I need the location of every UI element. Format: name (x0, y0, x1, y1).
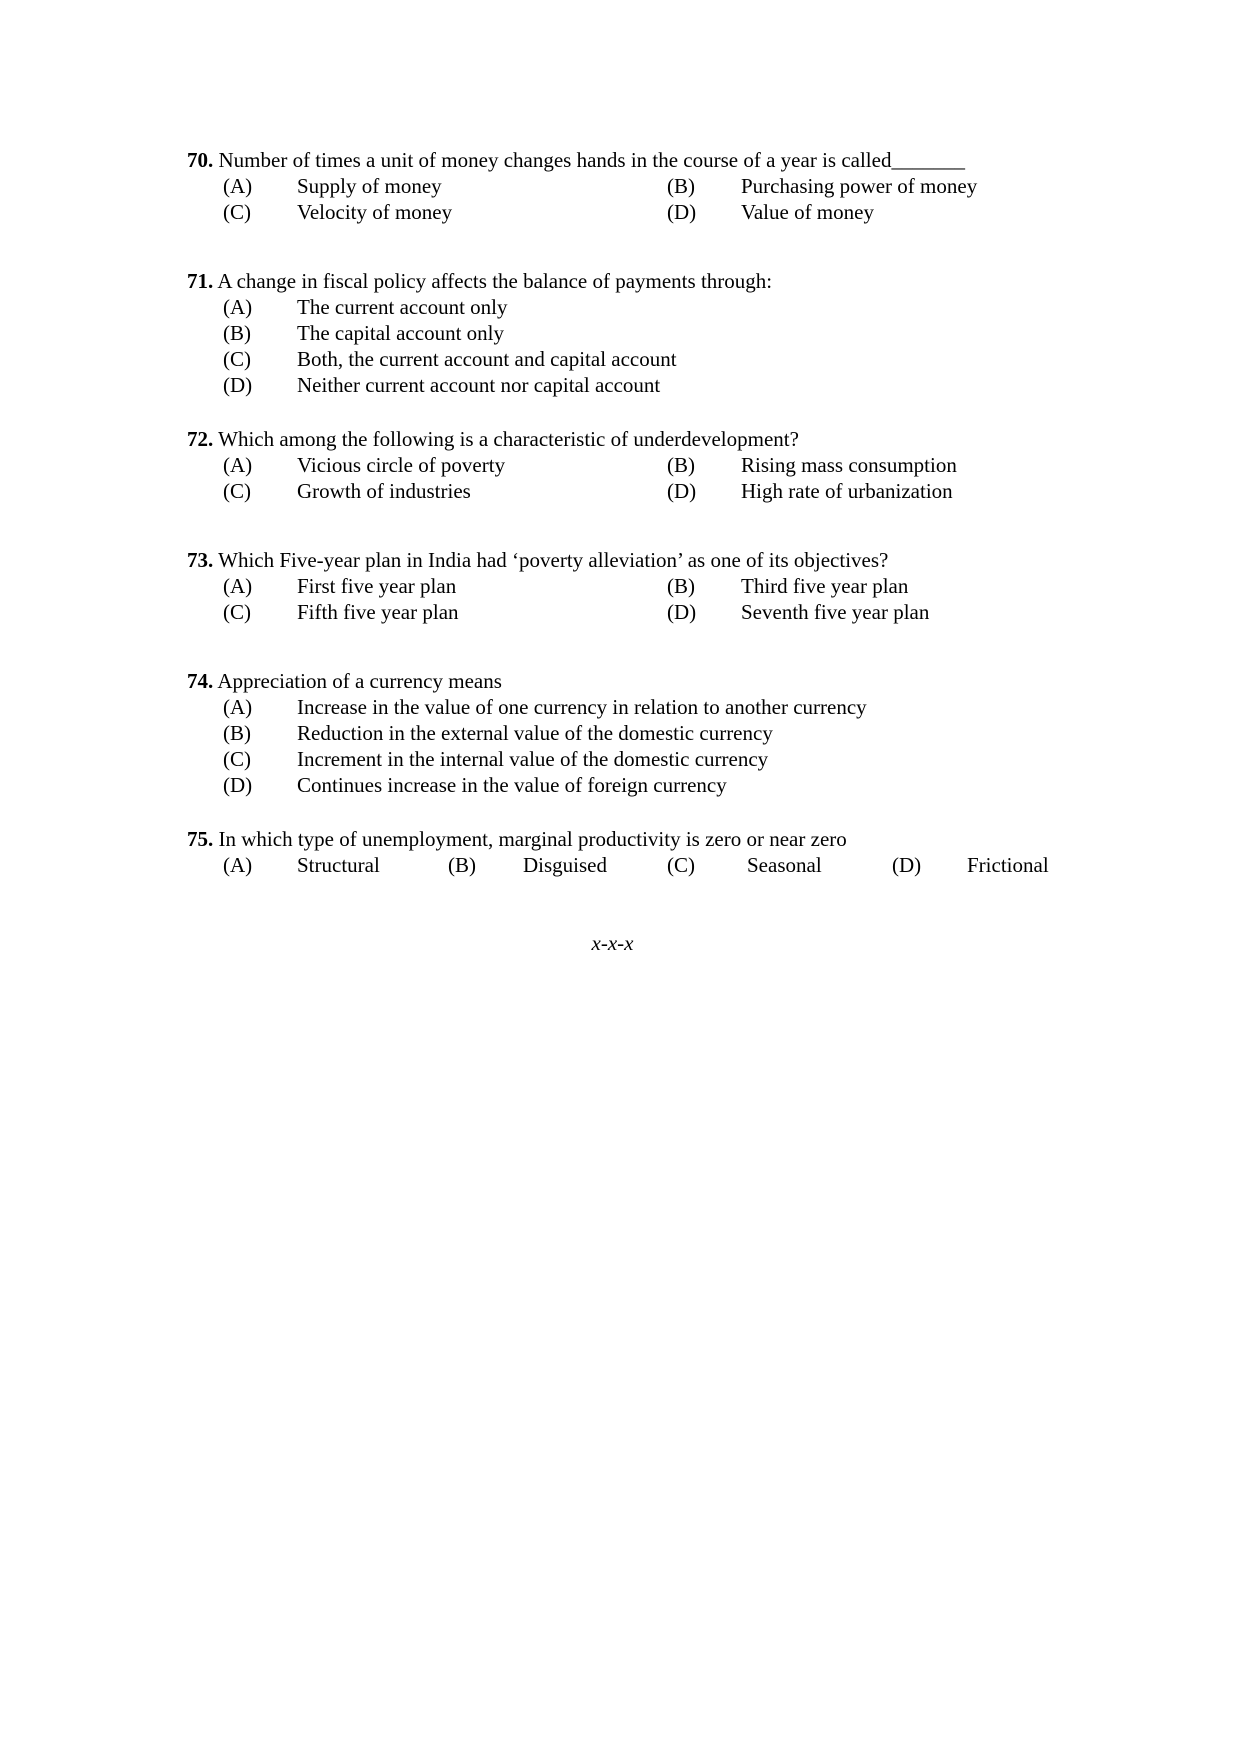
question-stem (187, 550, 888, 571)
option-text: The current account only (297, 295, 508, 319)
question-text: A change in fiscal policy affects the balance of payments through: (217, 269, 773, 293)
option-label: (C) (667, 853, 695, 877)
option-text: Vicious circle of poverty (297, 453, 506, 477)
option-text: Increment in the internal value of the domestic currency (297, 747, 769, 771)
option-text: Supply of money (297, 174, 442, 198)
end-of-paper-marker (0, 933, 1241, 954)
question-stem (187, 671, 502, 692)
option-label: (C) (223, 479, 251, 503)
option-text: Continues increase in the value of foreign currency (297, 773, 727, 797)
option-label: (C) (223, 600, 251, 624)
question-72 (187, 429, 1087, 509)
question-number: 73. (187, 548, 214, 572)
option-label: (C) (223, 347, 251, 371)
option-text: Reduction in the external value of the domestic currency (297, 721, 773, 745)
question-stem (187, 271, 772, 292)
option-text: Velocity of money (297, 200, 453, 224)
option-label: (B) (667, 174, 695, 198)
option-label: (D) (667, 200, 697, 224)
question-text: Which Five-year plan in India had ‘poverty alleviation’ as one of its objectives? (218, 548, 889, 572)
option-text: Purchasing power of money (741, 174, 978, 198)
option-label: (D) (223, 773, 253, 797)
question-number: 70. (187, 148, 214, 172)
question-text: Which among the following is a characteristic of underdevelopment? (218, 427, 799, 451)
option-label: (A) (223, 695, 253, 719)
footer-text: x-x-x (591, 931, 634, 955)
option-label: (D) (667, 600, 697, 624)
question-70 (187, 150, 1087, 230)
option-text: Neither current account nor capital account (297, 373, 661, 397)
option-label: (B) (667, 574, 695, 598)
option-text: Increase in the value of one currency in relation to another currency (297, 695, 867, 719)
option-label: (D) (667, 479, 697, 503)
question-text: Appreciation of a currency means (217, 669, 502, 693)
option-text: Both, the current account and capital account (297, 347, 677, 371)
question-75 (187, 829, 1087, 885)
option-label: (D) (892, 853, 922, 877)
question-text: In which type of unemployment, marginal productivity is zero or near zero (218, 827, 847, 851)
question-71 (187, 271, 1087, 401)
option-label: (A) (223, 174, 253, 198)
question-stem (187, 150, 965, 171)
question-number: 72. (187, 427, 214, 451)
option-text: The capital account only (297, 321, 504, 345)
option-text: Seasonal (747, 853, 822, 877)
question-74 (187, 671, 1087, 801)
option-label: (B) (223, 721, 251, 745)
question-text: Number of times a unit of money changes hands in the course of a year is called_______ (218, 148, 965, 172)
option-text: High rate of urbanization (741, 479, 953, 503)
option-text: Fifth five year plan (297, 600, 459, 624)
option-text: Third five year plan (741, 574, 909, 598)
option-label: (D) (223, 373, 253, 397)
question-stem (187, 429, 799, 450)
option-text: Value of money (741, 200, 874, 224)
option-text: Seventh five year plan (741, 600, 930, 624)
question-number: 75. (187, 827, 214, 851)
option-text: Rising mass consumption (741, 453, 957, 477)
question-stem (187, 829, 847, 850)
option-text: Disguised (523, 853, 607, 877)
question-number: 71. (187, 269, 214, 293)
option-label: (C) (223, 747, 251, 771)
option-text: Structural (297, 853, 380, 877)
option-text: First five year plan (297, 574, 457, 598)
option-text: Frictional (967, 853, 1049, 877)
option-label: (B) (667, 453, 695, 477)
option-label: (A) (223, 453, 253, 477)
question-number: 74. (187, 669, 214, 693)
question-73 (187, 550, 1087, 630)
option-text: Growth of industries (297, 479, 471, 503)
option-label: (C) (223, 200, 251, 224)
option-label: (A) (223, 853, 253, 877)
option-label: (B) (223, 321, 251, 345)
option-label: (A) (223, 574, 253, 598)
option-label: (B) (448, 853, 476, 877)
option-label: (A) (223, 295, 253, 319)
